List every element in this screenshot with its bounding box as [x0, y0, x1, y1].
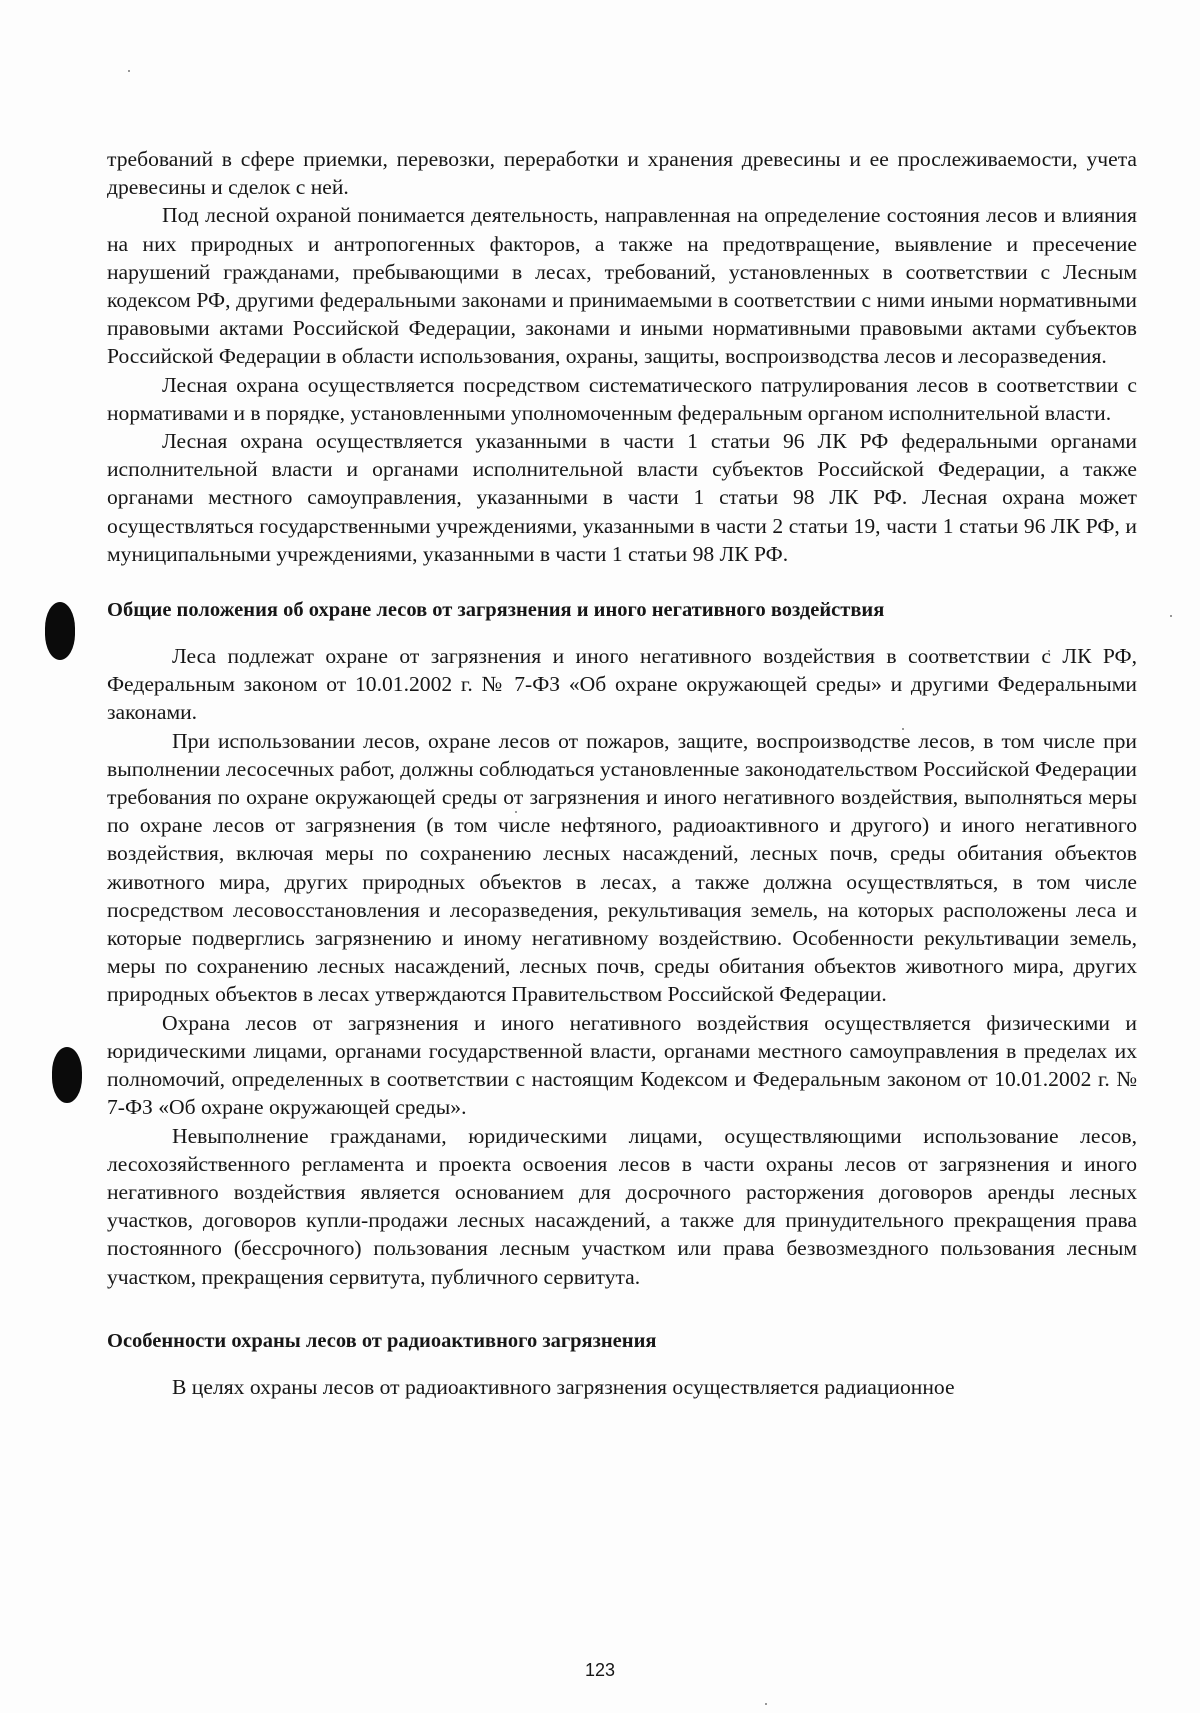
paragraph: Охрана лесов от загрязнения и иного негативного воздействия осуществляется физическими и юридическими лицами, органами государственной власти, органами местного самоуправления в пределах их полномочий, определенных в соответствии с настоящим Кодексом и Федеральным законом от 10.01.2002 г. № 7-ФЗ «Об охране окружающей среды».	[107, 1010, 1137, 1120]
document-body	[107, 145, 1137, 1401]
paragraph: Лесная охрана осуществляется указанными в части 1 статьи 96 ЛК РФ федеральными органами исполнительной власти и органами исполнительной власти субъектов Российской Федерации, а также органами местного самоуправления, указанными в части 1 статьи 98 ЛК РФ. Лесная охрана может осуществляться государственными учреждениями, указанными в части 2 статьи 19, части 1 статьи 96 ЛК РФ, и муниципальными учреждениями, указанными в части 1 статьи 98 ЛК РФ.	[107, 429, 1137, 566]
paragraph: Лесная охрана осуществляется посредством систематического патрулирования лесов в соответствии с нормативами и в порядке, установленными уполномоченным федеральным органом исполнительной власти.	[107, 372, 1137, 425]
paragraph: Под лесной охраной понимается деятельность, направленная на определение состояния лесов и влияния на них природных и антропогенных факторов, а также на предотвращение, выявление и пресечение нарушений гражданами, пребывающими в лесах, требований, установленных в соответствии с Лесным кодексом РФ, другими федеральными законами и принимаемыми в соответствии с ними иными нормативными правовыми актами Российской Федерации, законами и иными нормативными правовыми актами субъектов Российской Федерации в области использования, охраны, защиты, воспроизводства лесов и лесоразведения.	[107, 203, 1137, 369]
scan-speck	[128, 70, 130, 72]
section-heading: Общие положения об охране лесов от загрязнения и иного негативного воздействия	[107, 599, 885, 622]
paragraph: Леса подлежат охране от загрязнения и иного негативного воздействия в соответствии с ЛК РФ, Федеральным законом от 10.01.2002 г. № 7-ФЗ «Об охране окружающей среды» и другими Федеральными законами.	[107, 644, 1137, 725]
paragraph: При использовании лесов, охране лесов от пожаров, защите, воспроизводстве лесов, в том числе при выполнении лесосечных работ, должны соблюдаться установленные законодательством Российской Федерации требования по охране окружающей среды от загрязнения и иного негативного воздействия, выполняться меры по охране лесов от загрязнения (в том числе нефтяного, радиоактивного и другого) и иного негативного воздействия, включая меры по сохранению лесных насаждений, лесных почв, среды обитания объектов животного мира, других природных объектов в лесах, а также должна осуществляться, в том числе посредством лесовосстановления и лесоразведения, рекультивация земель, на которых расположены леса и которые подверглись загрязнению и иному негативному воздействию. Особенности рекультивации земель, меры по сохранению лесных насаждений, лесных почв, среды обитания объектов животного мира, других природных объектов в лесах утверждаются Правительством Российской Федерации.	[107, 728, 1137, 1007]
page-number: 123	[584, 1660, 616, 1680]
punch-hole-mark	[52, 1047, 82, 1103]
paragraph: требований в сфере приемки, перевозки, переработки и хранения древесины и ее прослеживаемости, учета древесины и сделок с ней.	[107, 147, 1137, 200]
section-heading: Особенности охраны лесов от радиоактивного загрязнения	[107, 1329, 657, 1352]
scan-speck	[1170, 615, 1172, 617]
paragraph: Невыполнение гражданами, юридическими лицами, осуществляющими использование лесов, лесохозяйственного регламента и проекта освоения лесов в части охраны лесов от загрязнения и иного негативного воздействия является основанием для досрочного расторжения договоров аренды лесных участков, договоров купли-продажи лесных насаждений, а также для принудительного прекращения права постоянного (бессрочного) пользования лесным участком или права безвозмездного пользования лесным участком, прекращения сервитута, публичного сервитута.	[107, 1123, 1137, 1289]
scan-speck	[765, 1703, 767, 1705]
punch-hole-mark	[45, 602, 75, 660]
paragraph: В целях охраны лесов от радиоактивного загрязнения осуществляется радиационное	[172, 1374, 955, 1399]
